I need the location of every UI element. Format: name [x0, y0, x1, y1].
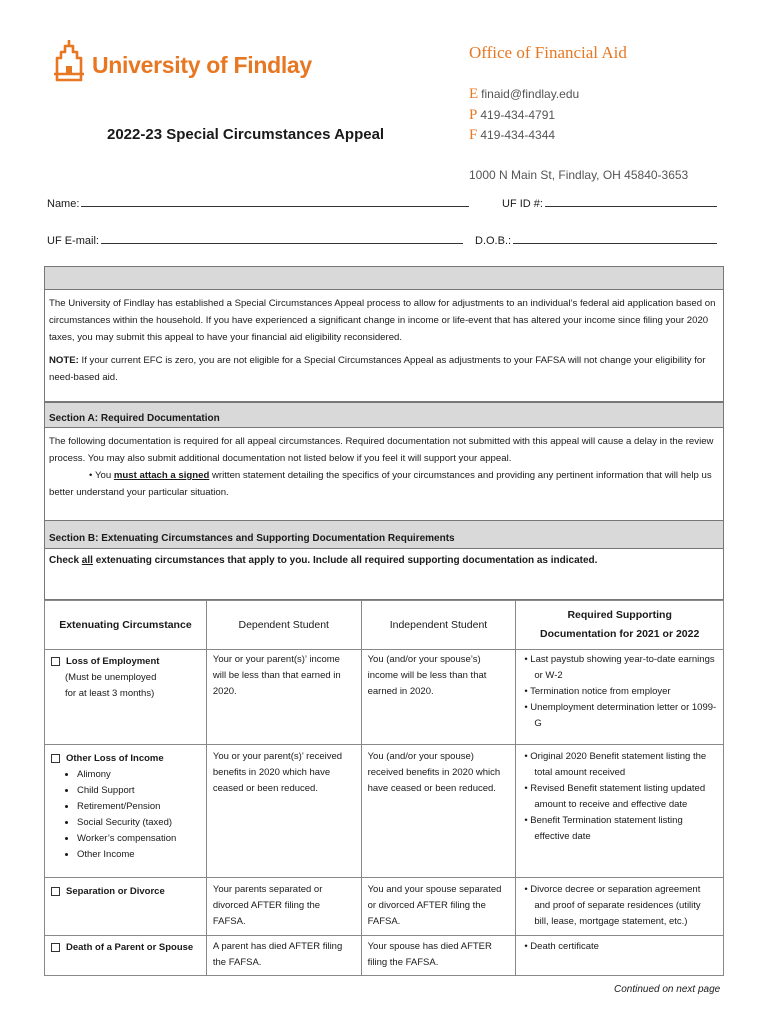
circumstances-table [44, 600, 724, 976]
header-circumstance: Extenuating Circumstance [45, 601, 207, 650]
section-a-header [44, 402, 724, 428]
email-field: UF E-mail: [47, 234, 463, 247]
dependent-cell: A parent has died AFTER filing the FAFSA. [206, 936, 361, 976]
note-paragraph: NOTE: If your current EFC is zero, you are not eligible for a Special Circumstances Appeal as adjustments to your FAFSA will not change your eligibility for need-based aid. [49, 355, 706, 383]
office-address: 1000 N Main St, Findlay, OH 45840-3653 [469, 168, 689, 182]
section-b-title: Section B: Extenuating Circumstances and Supporting Documentation Requirements [49, 533, 455, 544]
dob-field: D.O.B.: [475, 234, 717, 247]
header-docs: Required Supporting Documentation for 2021 or 2022 [516, 601, 724, 650]
docs-cell: • Divorce decree or separation agreement and proof of separate residences (utility bill, lease, mortgage statement, etc.) [516, 878, 724, 936]
docs-cell: • Death certificate [516, 936, 724, 976]
section-a-text: The following documentation is required for all appeal circumstances. Required documentation not submitted with this appeal will cause a delay in the review process. You may also submit additional documentation not listed below if you feel it will support your appeal. [49, 436, 714, 464]
header-dependent: Dependent Student [206, 601, 361, 650]
dob-input[interactable] [513, 234, 717, 244]
independent-cell: You (and/or your spouse) received benefits in 2020 which have ceased or been reduced. [361, 745, 516, 878]
table-row: Loss of Employment (Must be unemployed for at least 3 months) Your or your parent(s)’ income will be less than that earned in 2020. You (and/or your spouse’s) income will be less than that earned in 2020. • Last paystub showing year-to-date earnings or W-2 • Termination notice from employer • Unemployment determination letter or 1099-G [45, 650, 724, 745]
university-name: University of Findlay [92, 52, 312, 78]
ufid-field: UF ID #: [502, 197, 717, 210]
name-input[interactable] [81, 197, 469, 207]
table-row [45, 936, 724, 976]
checkbox-loss-of-employment[interactable]: Loss of Employment [51, 654, 200, 670]
section-b-body [44, 548, 724, 600]
fax-line: F 419-434-4344 [469, 127, 556, 143]
intro-paragraph: The University of Findlay has established a Special Circumstances Appeal process to allow for adjustments to an individual’s federal aid application based on circumstances within the household. If you have experienced a significant change in income or life-event that has altered your income since filing your 2020 taxes, you may submit this appeal to have your financial aid eligibility reconsidered. [49, 298, 716, 343]
income-type-list: • Alimony • Child Support • Retirement/Pension • Social Security (taxed) • Worker’s compensation • Other Income [51, 767, 200, 863]
office-phone: 419-434-4791 [480, 108, 556, 122]
section-a-title: Section A: Required Documentation [49, 413, 220, 424]
continued-note: Continued on next page [614, 984, 721, 995]
checkbox-separation-or-divorce[interactable]: Separation or Divorce [51, 884, 200, 900]
checkbox-other-loss-of-income[interactable]: Other Loss of Income [51, 751, 200, 767]
section-b-header [44, 520, 724, 549]
intro-box [44, 289, 724, 402]
header-bar [44, 266, 724, 290]
independent-cell: Your spouse has died AFTER filing the FAFSA. [361, 936, 516, 976]
uf-email-input[interactable] [101, 234, 463, 244]
name-field: Name: [47, 197, 469, 210]
form-title: 2022-23 Special Circumstances Appeal [107, 126, 385, 143]
section-b-instructions: Check all extenuating circumstances that apply to you. Include all required supporting documentation as indicated. [49, 555, 598, 566]
section-a-body [44, 427, 724, 521]
office-email[interactable]: finaid@findlay.edu [481, 87, 580, 101]
dependent-cell: Your or your parent(s)’ income will be less than that earned in 2020. [206, 650, 361, 745]
independent-cell: You (and/or your spouse’s) income will be less than that earned in 2020. [361, 650, 516, 745]
office-title: Office of Financial Aid [469, 43, 627, 62]
docs-cell: • Original 2020 Benefit statement listing the total amount received • Revised Benefit statement listing updated amount to receive and effective date • Benefit Termination statement listing effective date [516, 745, 724, 878]
table-row [45, 745, 724, 878]
tower-icon [52, 38, 86, 82]
docs-cell: • Last paystub showing year-to-date earnings or W-2 • Termination notice from employer • Unemployment determination letter or 1099-G [516, 650, 724, 745]
dependent-cell: You or your parent(s)’ received benefits in 2020 which have ceased or been reduced. [206, 745, 361, 878]
header-independent: Independent Student [361, 601, 516, 650]
dependent-cell: Your parents separated or divorced AFTER filing the FAFSA. [206, 878, 361, 936]
table-row [45, 878, 724, 936]
table-header-row [45, 601, 724, 650]
independent-cell: You and your spouse separated or divorced AFTER filing the FAFSA. [361, 878, 516, 936]
section-a-bullet: • You must attach a signed written statement detailing the specifics of your circumstances and providing any pertinent information that will help us better understand your particular situation. [49, 470, 712, 498]
email-line: E finaid@findlay.edu [469, 86, 580, 102]
checkbox-death-of-parent-or-spouse[interactable]: Death of a Parent or Spouse [51, 940, 200, 956]
office-fax: 419-434-4344 [480, 128, 556, 142]
phone-line: P 419-434-4791 [469, 107, 556, 123]
ufid-input[interactable] [545, 197, 717, 207]
